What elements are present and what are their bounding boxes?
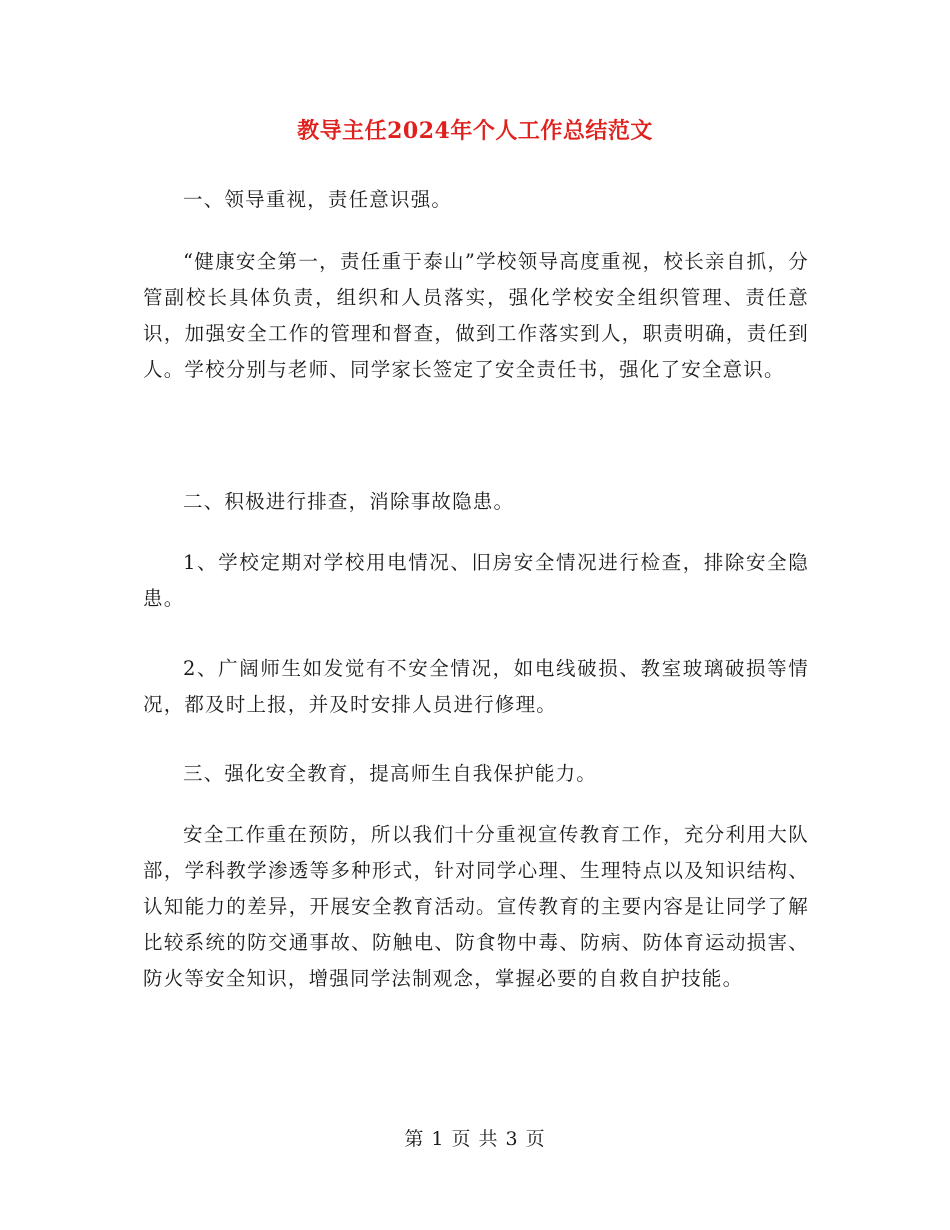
section-heading-1: 一、领导重视，责任意识强。 [183, 188, 453, 211]
section-heading-2: 二、积极进行排查，消除事故隐患。 [183, 490, 515, 513]
section-heading-3: 三、强化安全教育，提高师生自我保护能力。 [183, 762, 598, 785]
paragraph-leadership: “健康安全第一，责任重于泰山”学校领导高度重视，校长亲自抓，分管副校长具体负责，组织和人员落实，强化学校安全组织管理、责任意识，加强安全工作的管理和督查，做到工作落实到人，职责明确，责任到人。学校分别与老师、同学家长签定了安全责任书，强化了安全意识。 [143, 250, 809, 381]
document-title: 教导主任2024年个人工作总结范文 [297, 118, 653, 144]
paragraph-inspection-1: 1、学校定期对学校用电情况、旧房安全情况进行检查，排除安全隐患。 [143, 551, 809, 610]
paragraph-inspection-2: 2、广阔师生如发觉有不安全情况，如电线破损、教室玻璃破损等情况，都及时上报，并及时安排人员进行修理。 [143, 657, 809, 716]
paragraph-education: 安全工作重在预防，所以我们十分重视宣传教育工作，充分利用大队部，学科教学渗透等多种形式，针对同学心理、生理特点以及知识结构、认知能力的差异，开展安全教育活动。宣传教育的主要内容是让同学了解比较系统的防交通事故、防触电、防食物中毒、防病、防体育运动损害、防火等安全知识，增强同学法制观念，掌握必要的自救自护技能。 [143, 823, 809, 990]
page-number-footer: 第 1 页 共 3 页 [404, 1128, 546, 1150]
